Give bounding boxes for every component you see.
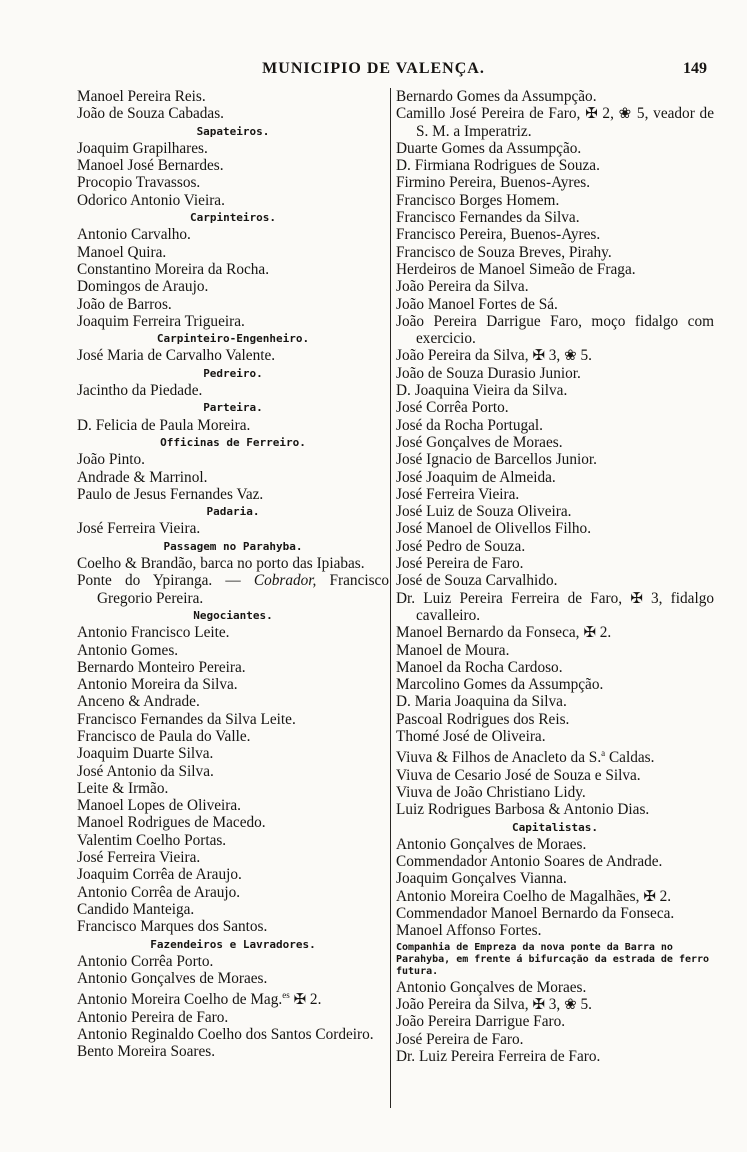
list-item: Thomé José de Oliveira. (396, 727, 546, 745)
right-column (396, 88, 714, 1065)
section-heading-passagem: Passagem no Parahyba. (163, 539, 303, 553)
list-item: Francisco de Souza Breves, Pirahy. (396, 243, 612, 261)
list-item (396, 590, 714, 625)
list-item: João Pinto. (77, 451, 145, 469)
list-item (396, 347, 714, 364)
list-item: Candido Manteiga. (77, 900, 195, 918)
list-item: Firmino Pereira, Buenos-Ayres. (396, 174, 591, 192)
list-item: Viuva de Cesario José de Souza e Silva. (396, 766, 641, 784)
list-item: José Antonio da Silva. (77, 762, 214, 780)
column-divider (390, 88, 391, 1108)
list-item: Antonio Gonçalves de Moraes. (396, 978, 587, 996)
rose-icon: ❀ (618, 104, 633, 123)
cross-icon: ✠ (293, 990, 307, 1009)
list-item: Leite & Irmão. (77, 779, 169, 797)
entry-text: 2. (595, 624, 612, 642)
list-item: José Pereira de Faro. (396, 555, 524, 573)
list-item: João Pereira Darrigue Faro. (396, 1013, 566, 1031)
rose-icon: ❀ (564, 994, 577, 1013)
list-item: Bento Moreira Soares. (77, 1043, 216, 1061)
cross-icon: ✠ (532, 994, 545, 1013)
list-item: José Pedro de Souza. (396, 537, 526, 555)
list-item: Joaquim Corrêa de Araujo. (77, 866, 242, 884)
list-item: Anceno & Andrade. (77, 693, 200, 711)
list-item (396, 105, 714, 140)
entry-italic: Cobrador, (253, 572, 317, 590)
list-item: José Ferreira Vieira. (77, 849, 201, 867)
list-item: José Manoel de Olivellos Filho. (396, 520, 592, 538)
list-item: João de Souza Cabadas. (77, 105, 224, 123)
section-heading-padaria: Padaria. (206, 505, 260, 519)
list-item: Francisco de Paula do Valle. (77, 727, 251, 745)
list-item: Antonio Pereira de Faro. (77, 1008, 229, 1026)
list-item: Dr. Luiz Pereira Ferreira de Faro. (396, 1047, 601, 1065)
list-item: Constantino Moreira da Rocha. (77, 260, 270, 278)
list-item: Bernardo Monteiro Pereira. (77, 658, 246, 676)
list-item: Antonio Gonçalves de Moraes. (77, 970, 268, 988)
section-heading-carpinteiros: Carpinteiros. (189, 211, 277, 225)
list-item: Pascoal Rodrigues dos Reis. (396, 710, 570, 728)
list-item: Duarte Gomes da Assumpção. (396, 139, 582, 157)
list-item: José de Souza Carvalhido. (396, 572, 558, 590)
list-item: D. Firmiana Rodrigues de Souza. (396, 157, 600, 175)
entry-text: 2. (655, 887, 672, 905)
entry-text: Viuva & Filhos de Anacleto da S. (396, 749, 602, 767)
entry-text: João Pereira da Silva, (396, 995, 533, 1013)
cross-icon: ✠ (643, 886, 656, 905)
list-item: Manoel da Rocha Cardoso. (396, 658, 563, 676)
list-item: Domingos de Araujo. (77, 278, 209, 296)
list-item: João Pereira da Silva. (396, 278, 529, 296)
list-item: José Maria de Carvalho Valente. (77, 347, 276, 365)
section-heading-pedreiro: Pedreiro. (203, 366, 263, 380)
list-item: Antonio Francisco Leite. (77, 624, 230, 642)
entry-text: 2. (306, 991, 322, 1009)
left-column (77, 88, 389, 1061)
list-item: Antonio Gomes. (77, 641, 179, 659)
list-item: Francisco Marques dos Santos. (77, 918, 268, 936)
section-heading-capitalistas: Capitalistas. (511, 820, 599, 834)
section-heading-carpinteiro-engenheiro: Carpinteiro-Engenheiro. (156, 332, 310, 346)
list-item: Manoel Lopes de Oliveira. (77, 797, 241, 815)
list-item: José Joaquim de Almeida. (396, 468, 556, 486)
cross-icon: ✠ (585, 104, 598, 123)
list-item: Viuva de João Christiano Lidy. (396, 783, 586, 801)
entry-text: Caldas. (605, 749, 655, 767)
list-item: Manoel Rodrigues de Macedo. (77, 814, 266, 832)
list-item: Antonio Corrêa de Araujo. (77, 883, 241, 901)
entry-text: 5. (576, 995, 592, 1013)
entry-superscript: es (282, 990, 290, 1001)
entry-text: 2, (597, 105, 619, 123)
list-item (396, 888, 714, 905)
list-item: Marcolino Gomes da Assumpção. (396, 676, 604, 694)
entry-text: Antonio Moreira Coelho de Mag. (77, 991, 283, 1009)
list-item: Manoel Affonso Fortes. (396, 922, 542, 940)
entry-text: 3, (544, 347, 565, 365)
list-item: D. Felicia de Paula Moreira. (77, 416, 251, 434)
entry-text: 3, (544, 995, 565, 1013)
list-item (396, 624, 714, 641)
list-item: Commendador Manoel Bernardo da Fonseca. (396, 905, 675, 923)
section-heading-fazendeiros: Fazendeiros e Lavradores. (150, 937, 316, 951)
list-item: José Ignacio de Barcellos Junior. (396, 451, 597, 469)
list-item: Manoel Pereira Reis. (77, 88, 206, 105)
section-heading-sapateiros: Sapateiros. (196, 124, 270, 138)
list-item: Manoel de Moura. (396, 641, 510, 659)
list-item (77, 987, 389, 1008)
list-item: José Gonçalves de Moraes. (396, 433, 563, 451)
list-item: Joaquim Ferreira Trigueira. (77, 312, 245, 330)
entry-text: 5. (576, 347, 592, 365)
list-item: Antonio Corrêa Porto. (77, 952, 214, 970)
list-item: João de Souza Durasio Junior. (396, 364, 581, 382)
list-item: José Corrêa Porto. (396, 399, 509, 417)
entry-text: Antonio Moreira Coelho de Magalhães, (396, 887, 644, 905)
list-item: Herdeiros de Manoel Simeão de Fraga. (396, 260, 636, 278)
entry-text: 3, fidalgo cavalleiro. (416, 589, 715, 624)
list-item: D. Maria Joaquina da Silva. (396, 693, 567, 711)
list-item: Manoel Quira. (77, 243, 167, 261)
section-heading-parteira: Parteira. (203, 401, 263, 415)
entry-text: Manoel Bernardo da Fonseca, (396, 624, 584, 642)
list-item: Jacintho da Piedade. (77, 382, 203, 400)
list-item: Procopio Travassos. (77, 174, 201, 192)
list-item: D. Joaquina Vieira da Silva. (396, 382, 568, 400)
rose-icon: ❀ (564, 346, 577, 365)
list-item: Manoel José Bernardes. (77, 157, 224, 175)
list-item: Antonio Carvalho. (77, 226, 191, 244)
list-item: Joaquim Grapilhares. (77, 139, 208, 157)
page-title: MUNICIPIO DE VALENÇA. (262, 60, 485, 77)
list-item: Andrade & Marrinol. (77, 468, 208, 486)
list-item: Luiz Rodrigues Barbosa & Antonio Dias. (396, 801, 650, 819)
list-item: João Pereira Darrigue Faro, moço fidalgo com exercicio. (396, 312, 714, 348)
list-item: Odorico Antonio Vieira. (77, 191, 225, 209)
entry-text: Francisco Gregorio Pereira. (97, 572, 389, 607)
list-item: Joaquim Duarte Silva. (77, 745, 214, 763)
section-heading-companhia: Companhia de Empreza da nova ponte da Barra no Parahyba, em frente á bifurcação da estrada de ferro futura. (396, 941, 710, 977)
list-item (396, 745, 714, 766)
cross-icon: ✠ (532, 346, 545, 365)
list-item: João de Barros. (77, 295, 172, 313)
list-item: Antonio Gonçalves de Moraes. (396, 835, 587, 853)
list-item: José Ferreira Vieira. (77, 520, 201, 538)
list-item: Antonio Moreira da Silva. (77, 676, 238, 694)
list-item (396, 996, 714, 1013)
list-item: Coelho & Brandão, barca no porto das Ipiabas. (77, 555, 365, 573)
list-item: Francisco Fernandes da Silva. (396, 209, 580, 227)
list-item: José Ferreira Vieira. (396, 485, 520, 503)
list-item: José Luiz de Souza Oliveira. (396, 503, 572, 521)
list-item: Commendador Antonio Soares de Andrade. (396, 853, 663, 871)
list-item: Francisco Pereira, Buenos-Ayres. (396, 226, 601, 244)
page-header (0, 60, 747, 84)
entry-text: 5, veador de S. M. a Imperatriz. (416, 105, 714, 140)
entry-text: João Pereira da Silva, (396, 347, 533, 365)
list-item: João Manoel Fortes de Sá. (396, 295, 558, 313)
list-item: Paulo de Jesus Fernandes Vaz. (77, 485, 264, 503)
entry-superscript: a (601, 748, 606, 759)
cross-icon: ✠ (630, 588, 643, 607)
list-item (77, 572, 389, 607)
entry-text: Ponte do Ypiranga. — (77, 572, 254, 590)
page-number: 149 (683, 60, 707, 77)
list-item: Francisco Fernandes da Silva Leite. (77, 710, 296, 728)
list-item: Joaquim Gonçalves Vianna. (396, 870, 567, 888)
list-item: Valentim Coelho Portas. (77, 831, 227, 849)
entry-text: Camillo José Pereira de Faro, (396, 105, 586, 123)
list-item: Francisco Borges Homem. (396, 191, 560, 209)
list-item: José Pereira de Faro. (396, 1030, 524, 1048)
list-item: José da Rocha Portugal. (396, 416, 543, 434)
list-item: Bernardo Gomes da Assumpção. (396, 88, 597, 105)
entry-text: Dr. Luiz Pereira Ferreira de Faro, (396, 589, 631, 607)
section-heading-negociantes: Negociantes. (193, 608, 273, 622)
list-item: Antonio Reginaldo Coelho dos Santos Cordeiro. (77, 1026, 374, 1044)
cross-icon: ✠ (583, 623, 596, 642)
section-heading-ferreiro: Officinas de Ferreiro. (160, 435, 306, 449)
